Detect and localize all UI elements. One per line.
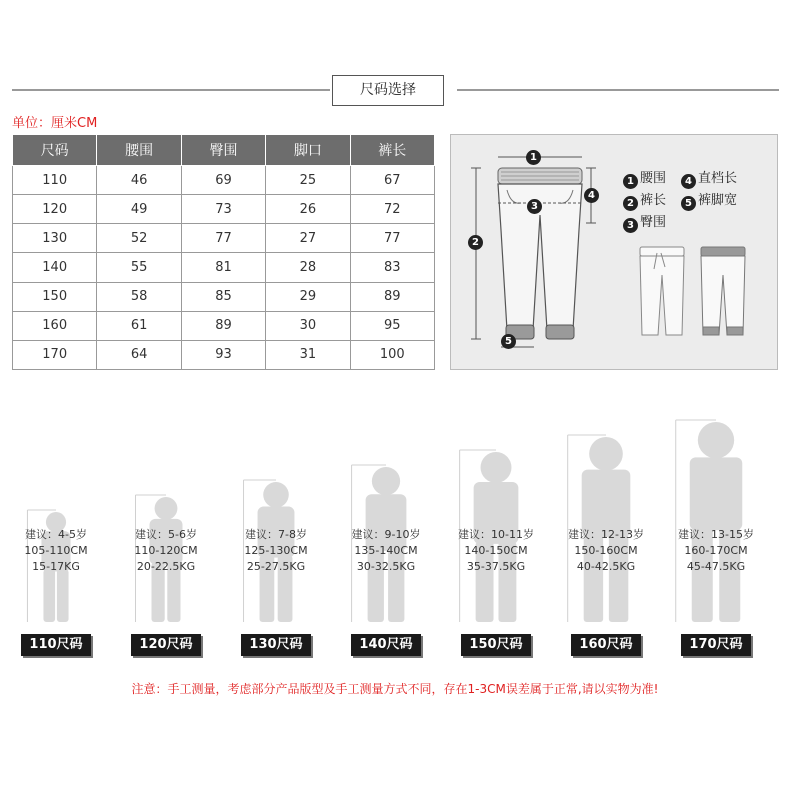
recommendation-age: 建议：13-15岁 bbox=[678, 528, 754, 541]
size-badge: 110尺码 bbox=[21, 634, 91, 656]
table-cell: 73 bbox=[181, 195, 265, 224]
column-header: 腰围 bbox=[97, 135, 181, 166]
measurement-diagram bbox=[450, 134, 778, 370]
marker-2: 2 bbox=[468, 235, 483, 250]
marker-1: 1 bbox=[526, 150, 541, 165]
table-cell: 30 bbox=[266, 311, 350, 340]
recommendation-weight: 45-47.5KG bbox=[686, 560, 746, 573]
table-row bbox=[13, 166, 435, 195]
size-badge: 120尺码 bbox=[131, 634, 201, 656]
header-divider-left bbox=[12, 89, 330, 91]
size-badge: 150尺码 bbox=[461, 634, 531, 656]
marker-4: 4 bbox=[584, 188, 599, 203]
table-row bbox=[13, 282, 435, 311]
legend-item: 4 直档长 bbox=[681, 167, 737, 189]
child-silhouette bbox=[666, 416, 766, 626]
table-cell: 64 bbox=[97, 340, 181, 369]
small-pants-back bbox=[701, 247, 745, 335]
recommendation-weight: 25-27.5KG bbox=[246, 560, 306, 573]
disclaimer-note: 注意：手工测量，考虑部分产品版型及手工测量方式不同，存在1-3CM误差属于正常,请以实物为准! bbox=[131, 682, 659, 696]
column-header: 尺码 bbox=[13, 135, 97, 166]
table-row bbox=[13, 253, 435, 282]
page-title: 尺码选择 bbox=[332, 75, 444, 106]
table-cell: 26 bbox=[266, 195, 350, 224]
table-row bbox=[13, 311, 435, 340]
recommendation-height: 105-110CM bbox=[24, 544, 88, 557]
recommendation-height: 110-120CM bbox=[134, 544, 198, 557]
table-cell: 52 bbox=[97, 224, 181, 253]
table-cell: 140 bbox=[13, 253, 97, 282]
table-cell: 85 bbox=[181, 282, 265, 311]
small-pants-front bbox=[640, 247, 684, 335]
recommendation-age: 建议：7-8岁 bbox=[245, 528, 307, 541]
table-cell: 55 bbox=[97, 253, 181, 282]
size-table bbox=[12, 134, 435, 370]
table-cell: 130 bbox=[13, 224, 97, 253]
recommendation-height: 160-170CM bbox=[684, 544, 748, 557]
table-cell: 46 bbox=[97, 166, 181, 195]
table-cell: 89 bbox=[350, 282, 434, 311]
recommendation-age: 建议：9-10岁 bbox=[351, 528, 421, 541]
recommendation-age: 建议：4-5岁 bbox=[25, 528, 87, 541]
table-header-row bbox=[13, 135, 435, 166]
recommendation-height: 135-140CM bbox=[354, 544, 418, 557]
table-cell: 58 bbox=[97, 282, 181, 311]
table-cell: 77 bbox=[350, 224, 434, 253]
table-cell: 28 bbox=[266, 253, 350, 282]
legend-item: 2 裤长 bbox=[623, 189, 666, 211]
size-recommendation bbox=[551, 527, 661, 575]
recommendation-weight: 20-22.5KG bbox=[136, 560, 196, 573]
table-cell: 49 bbox=[97, 195, 181, 224]
table-cell: 31 bbox=[266, 340, 350, 369]
recommendation-weight: 15-17KG bbox=[32, 560, 80, 573]
table-cell: 160 bbox=[13, 311, 97, 340]
table-cell: 27 bbox=[266, 224, 350, 253]
table-cell: 100 bbox=[350, 340, 434, 369]
size-badge: 160尺码 bbox=[571, 634, 641, 656]
size-badge: 170尺码 bbox=[681, 634, 751, 656]
table-cell: 93 bbox=[181, 340, 265, 369]
column-header: 臀围 bbox=[181, 135, 265, 166]
column-header: 脚口 bbox=[266, 135, 350, 166]
table-cell: 25 bbox=[266, 166, 350, 195]
table-row bbox=[13, 195, 435, 224]
marker-3: 3 bbox=[527, 199, 542, 214]
table-cell: 67 bbox=[350, 166, 434, 195]
size-recommendation bbox=[111, 527, 221, 575]
recommendation-weight: 40-42.5KG bbox=[576, 560, 636, 573]
table-row bbox=[13, 224, 435, 253]
recommendation-weight: 30-32.5KG bbox=[356, 560, 416, 573]
recommendation-age: 建议：5-6岁 bbox=[135, 528, 197, 541]
table-cell: 150 bbox=[13, 282, 97, 311]
recommendation-age: 建议：12-13岁 bbox=[568, 528, 644, 541]
size-recommendation bbox=[221, 527, 331, 575]
marker-5: 5 bbox=[501, 334, 516, 349]
table-cell: 81 bbox=[181, 253, 265, 282]
table-cell: 69 bbox=[181, 166, 265, 195]
size-recommendation bbox=[441, 527, 551, 575]
table-cell: 110 bbox=[13, 166, 97, 195]
table-cell: 120 bbox=[13, 195, 97, 224]
table-cell: 29 bbox=[266, 282, 350, 311]
recommendation-age: 建议：10-11岁 bbox=[458, 528, 534, 541]
legend-item: 3 臀围 bbox=[623, 211, 666, 233]
unit-label: 单位：厘米CM bbox=[12, 116, 98, 131]
recommendation-height: 140-150CM bbox=[464, 544, 528, 557]
table-row bbox=[13, 340, 435, 369]
recommendation-height: 150-160CM bbox=[574, 544, 638, 557]
size-recommendation bbox=[661, 527, 771, 575]
table-cell: 89 bbox=[181, 311, 265, 340]
table-cell: 95 bbox=[350, 311, 434, 340]
legend-item: 1 腰围 bbox=[623, 167, 666, 189]
table-cell: 72 bbox=[350, 195, 434, 224]
size-recommendation bbox=[331, 527, 441, 575]
table-cell: 61 bbox=[97, 311, 181, 340]
size-recommendation bbox=[1, 527, 111, 575]
column-header: 裤长 bbox=[350, 135, 434, 166]
table-cell: 77 bbox=[181, 224, 265, 253]
recommendation-height: 125-130CM bbox=[244, 544, 308, 557]
recommendation-weight: 35-37.5KG bbox=[466, 560, 526, 573]
size-badge: 140尺码 bbox=[351, 634, 421, 656]
table-cell: 83 bbox=[350, 253, 434, 282]
table-cell: 170 bbox=[13, 340, 97, 369]
main-pants-drawing bbox=[471, 157, 596, 347]
size-badge: 130尺码 bbox=[241, 634, 311, 656]
legend-item: 5 裤脚宽 bbox=[681, 189, 737, 211]
header-divider-right bbox=[457, 89, 779, 91]
